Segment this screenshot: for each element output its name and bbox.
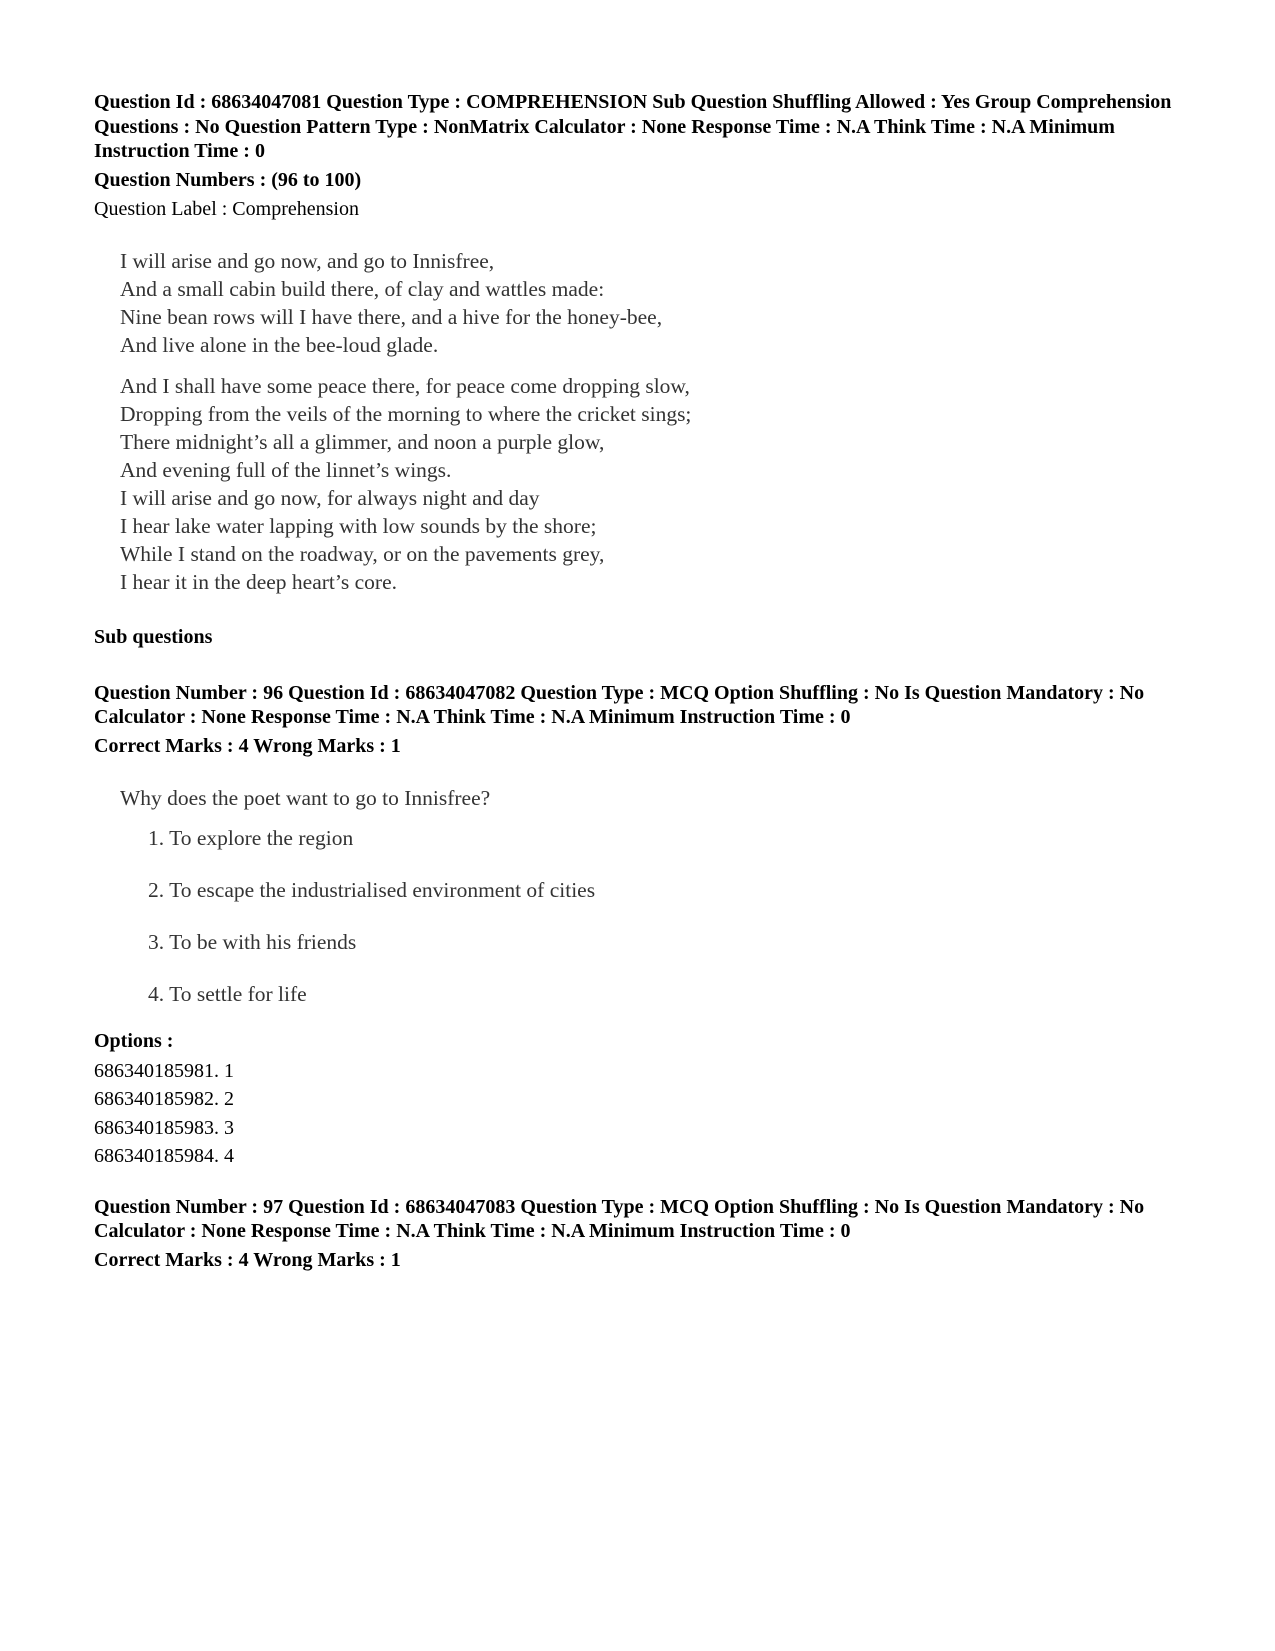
poem-line: I hear it in the deep heart’s core. xyxy=(120,569,397,594)
question-paper-page xyxy=(94,90,1204,1272)
question-numbers: Question Numbers : (96 to 100) xyxy=(94,168,362,191)
answer-choice: 2. To escape the industrialised environment of cities xyxy=(148,877,596,902)
answer-choice: 3. To be with his friends xyxy=(148,929,357,954)
option-item: 686340185981. 1 xyxy=(94,1059,234,1082)
poem-line: I will arise and go now, and go to Innisfree, xyxy=(120,248,495,273)
poem-stanza-1 xyxy=(120,247,1204,359)
question-meta: Question Number : 97 Question Id : 68634047083 Question Type : MCQ Option Shuffling : No Is Question Mandatory : No Calculator : None Response Time : N.A Think Time : N.A Minimum Instruction Time : 0 xyxy=(94,1195,1145,1242)
poem-line: And evening full of the linnet’s wings. xyxy=(120,457,452,482)
poem-line: Dropping from the veils of the morning to where the cricket sings; xyxy=(120,401,692,426)
poem-stanza-2 xyxy=(120,372,1204,596)
poem-line: There midnight’s all a glimmer, and noon a purple glow, xyxy=(120,429,605,454)
option-item: 686340185982. 2 xyxy=(94,1088,234,1110)
poem-line: And live alone in the bee-loud glade. xyxy=(120,332,439,357)
poem-line: Nine bean rows will I have there, and a hive for the honey-bee, xyxy=(120,304,663,329)
poem-line: I will arise and go now, for always night and day xyxy=(120,485,540,510)
answer-choice: 4. To settle for life xyxy=(148,981,307,1006)
sub-questions-heading: Sub questions xyxy=(94,625,213,648)
question-96-block xyxy=(94,681,1204,1171)
answer-choices xyxy=(148,824,1204,1008)
question-marks: Correct Marks : 4 Wrong Marks : 1 xyxy=(94,1248,401,1271)
poem-line: And I shall have some peace there, for peace come dropping slow, xyxy=(120,373,690,398)
question-marks: Correct Marks : 4 Wrong Marks : 1 xyxy=(94,734,401,757)
question-meta: Question Number : 96 Question Id : 68634047082 Question Type : MCQ Option Shuffling : No Is Question Mandatory : No Calculator : None Response Time : N.A Think Time : N.A Minimum Instruction Time : 0 xyxy=(94,681,1145,728)
options-heading: Options : xyxy=(94,1029,174,1052)
poem-line: While I stand on the roadway, or on the pavements grey, xyxy=(120,541,605,566)
question-text: Why does the poet want to go to Innisfree? xyxy=(120,785,491,810)
poem-passage xyxy=(120,247,1204,596)
question-label: Question Label : Comprehension xyxy=(94,197,359,220)
option-item: 686340185984. 4 xyxy=(94,1145,234,1167)
question-97-block xyxy=(94,1195,1204,1272)
comprehension-meta: Question Id : 68634047081 Question Type : COMPREHENSION Sub Question Shuffling Allowed : Yes Group Comprehension Questions : No Question Pattern Type : NonMatrix Calculator : None Response Time : N.A Think Time : N.A Minimum Instruction Time : 0 xyxy=(94,91,1172,162)
answer-choice: 1. To explore the region xyxy=(148,825,354,850)
poem-line: I hear lake water lapping with low sounds by the shore; xyxy=(120,513,597,538)
options-list xyxy=(94,1057,1204,1171)
option-item: 686340185983. 3 xyxy=(94,1116,234,1139)
poem-line: And a small cabin build there, of clay and wattles made: xyxy=(120,276,605,301)
